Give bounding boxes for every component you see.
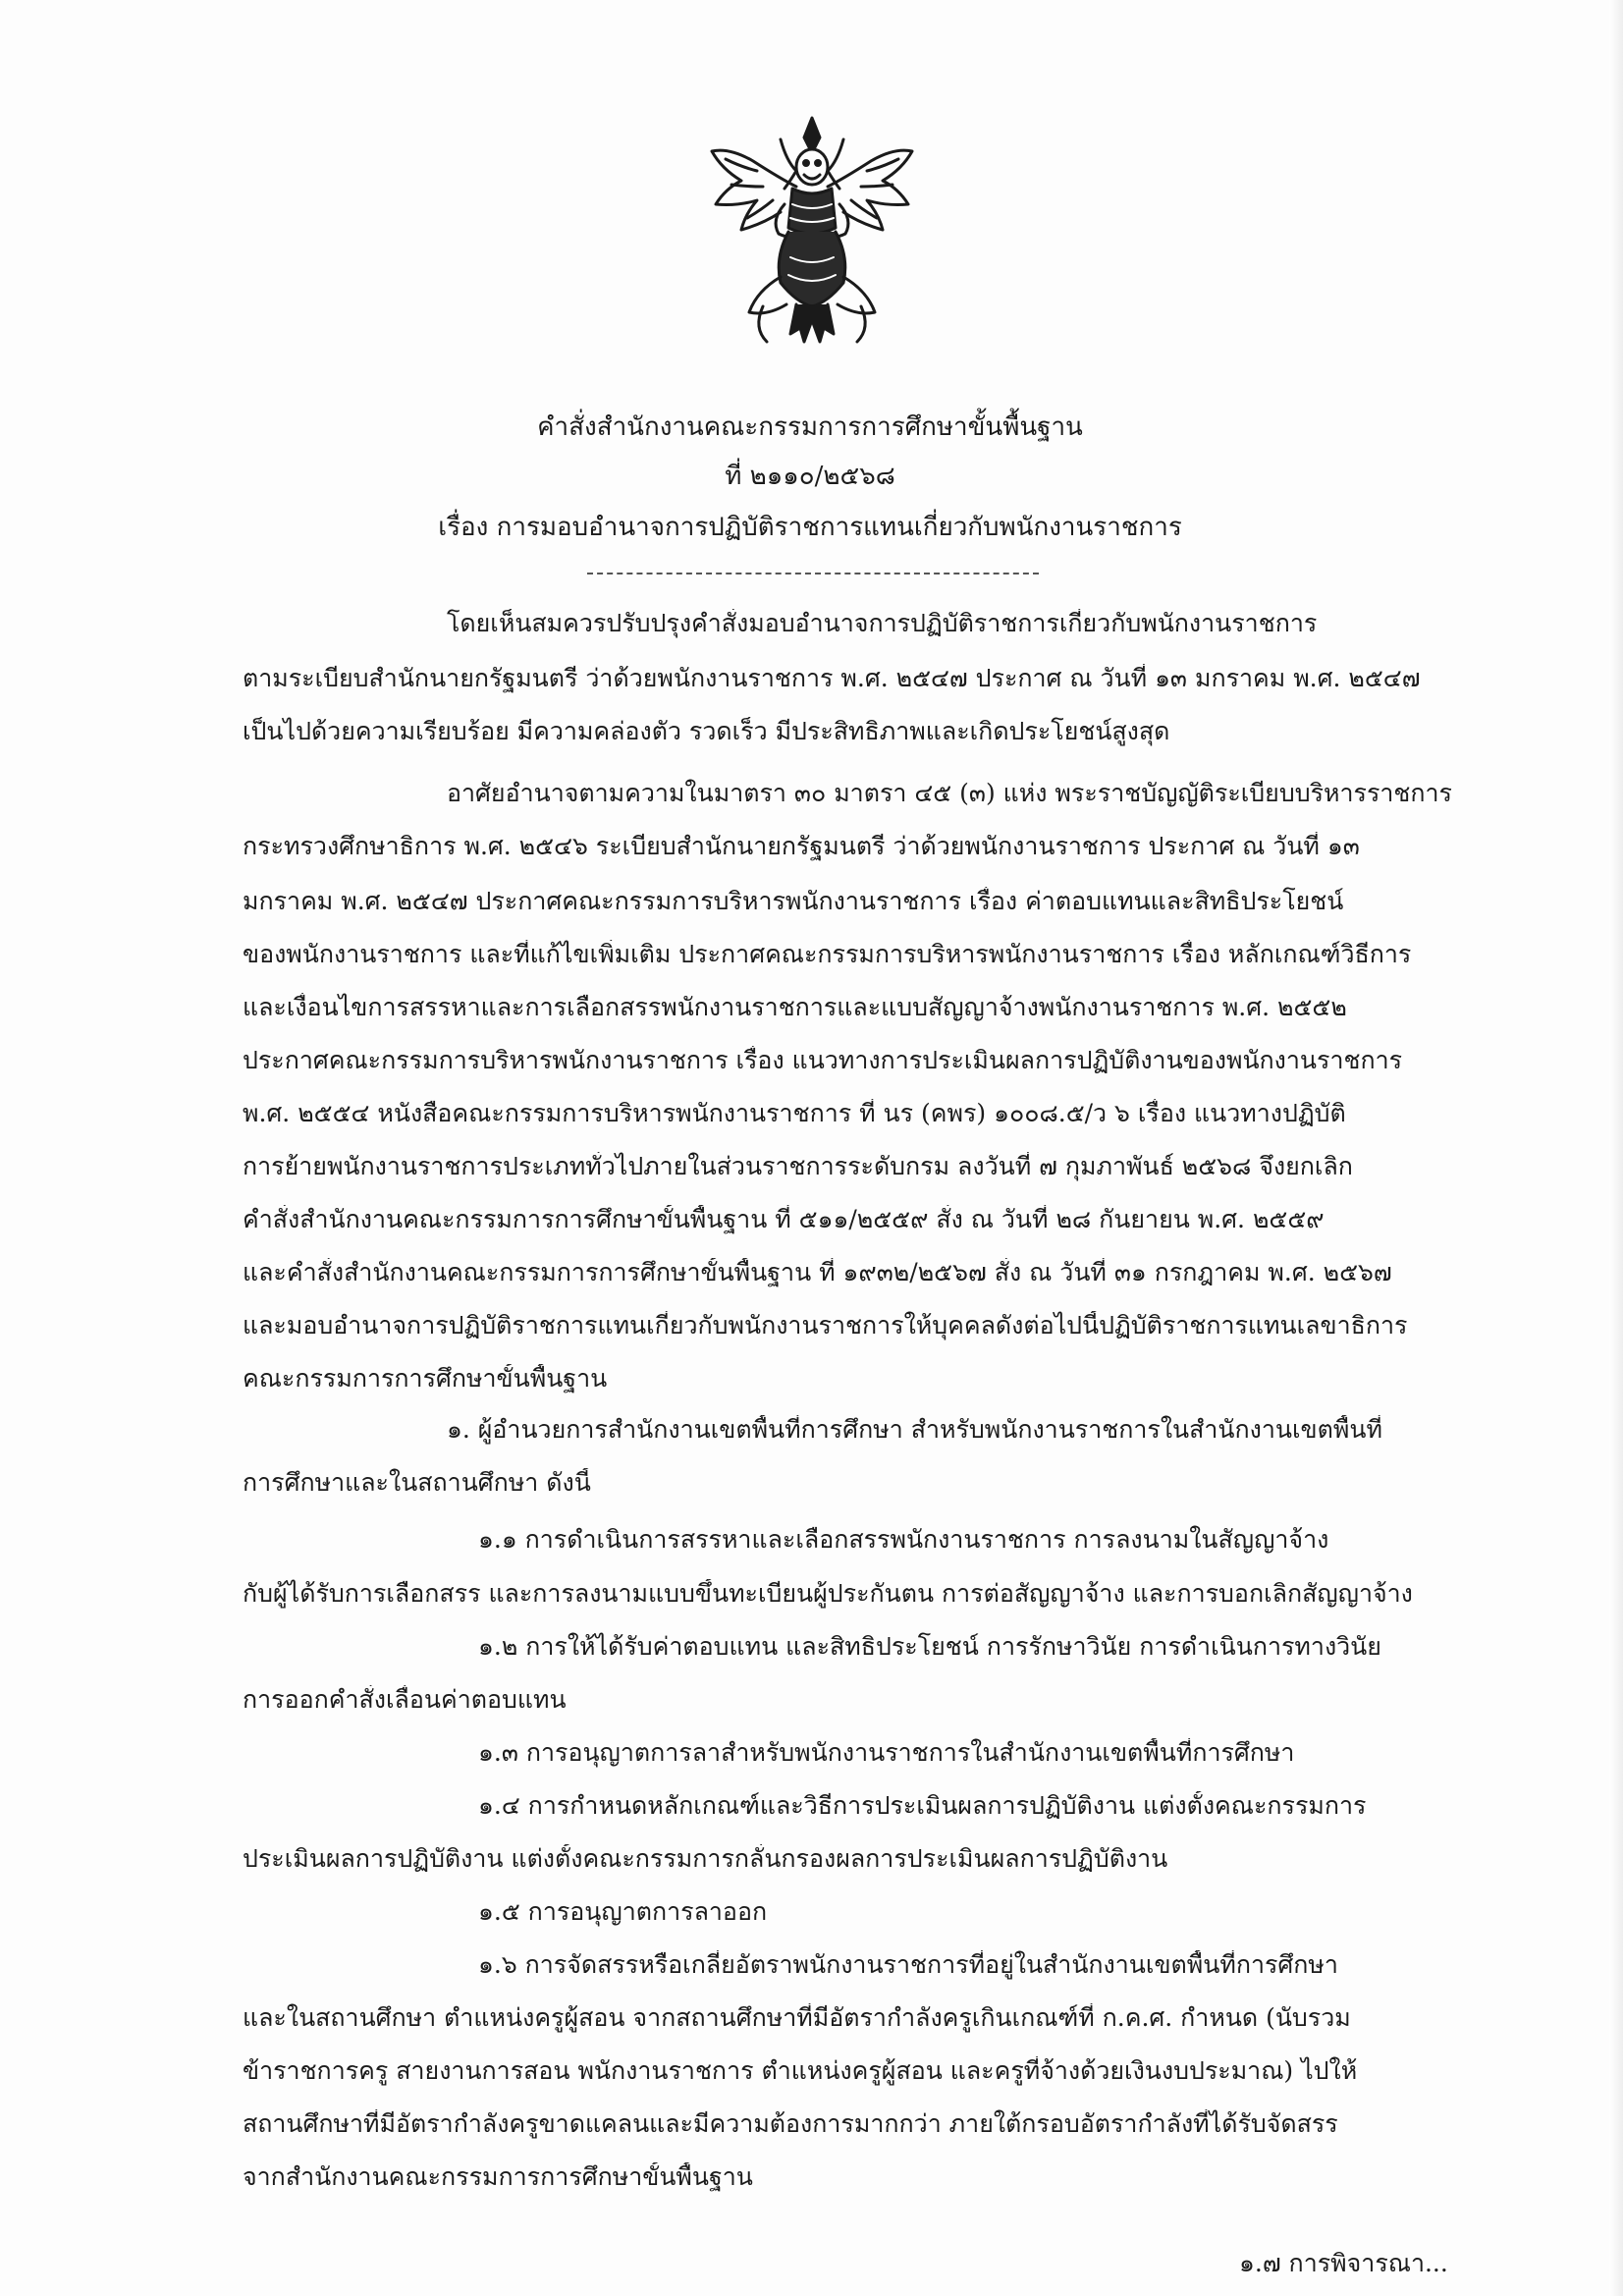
body-line: ๑.๖ การจัดสรรหรือเกลี่ยอัตราพนักงานราชการที่อยู่ในสำนักงานเขตพื้นที่การศึกษา: [478, 1950, 1338, 1979]
body-line: มกราคม พ.ศ. ๒๕๔๗ ประกาศคณะกรรมการบริหารพนักงานราชการ เรื่อง ค่าตอบแทนและสิทธิประโยชน์: [243, 887, 1344, 915]
continuation-marker: ๑.๗ การพิจารณา...: [1239, 2249, 1448, 2277]
body-line: ของพนักงานราชการ และที่แก้ไขเพิ่มเติม ประกาศคณะกรรมการบริหารพนักงานราชการ เรื่อง หลักเกณฑ์วิธีการ: [243, 940, 1412, 968]
body-line: คณะกรรมการการศึกษาขั้นพื้นฐาน: [243, 1364, 608, 1393]
garuda-emblem-icon: [702, 110, 923, 351]
body-line: ๑.๑ การดำเนินการสรรหาและเลือกสรรพนักงานราชการ การลงนามในสัญญาจ้าง: [478, 1525, 1329, 1554]
header-divider: [587, 573, 1039, 574]
body-line: การออกคำสั่งเลื่อนค่าตอบแทน: [243, 1685, 567, 1714]
body-line: และในสถานศึกษา ตำแหน่งครูผู้สอน จากสถานศึกษาที่มีอัตรากำลังครูเกินเกณฑ์ที่ ก.ค.ศ. กำหนด (นับรวม: [243, 2003, 1351, 2032]
body-line: และมอบอำนาจการปฏิบัติราชการแทนเกี่ยวกับพนักงานราชการให้บุคคลดังต่อไปนี้ปฏิบัติราชการแทนเลขาธิการ: [243, 1311, 1408, 1339]
body-line: ๑. ผู้อำนวยการสำนักงานเขตพื้นที่การศึกษา สำหรับพนักงานราชการในสำนักงานเขตพื้นที่: [447, 1415, 1382, 1444]
body-line: กับผู้ได้รับการเลือกสรร และการลงนามแบบขึ้นทะเบียนผู้ประกันตน การต่อสัญญาจ้าง และการบอกเลิกสัญญาจ้าง: [243, 1579, 1413, 1608]
body-line: พ.ศ. ๒๕๕๔ หนังสือคณะกรรมการบริหารพนักงานราชการ ที่ นร (คพร) ๑๐๐๘.๕/ว ๖ เรื่อง แนวทางปฏิบัติ: [243, 1099, 1346, 1127]
body-line: และเงื่อนไขการสรรหาและการเลือกสรรพนักงานราชการและแบบสัญญาจ้างพนักงานราชการ พ.ศ. ๒๕๕๒: [243, 993, 1347, 1021]
body-line: จากสำนักงานคณะกรรมการการศึกษาขั้นพื้นฐาน: [243, 2162, 753, 2191]
body-line: กระทรวงศึกษาธิการ พ.ศ. ๒๕๔๖ ระเบียบสำนักนายกรัฐมนตรี ว่าด้วยพนักงานราชการ ประกาศ ณ วันที่ ๑๓: [243, 832, 1360, 860]
body-line: การย้ายพนักงานราชการประเภททั่วไปภายในส่วนราชการระดับกรม ลงวันที่ ๗ กุมภาพันธ์ ๒๕๖๘ จึงยกเลิก: [243, 1152, 1353, 1180]
body-line: ๑.๓ การอนุญาตการลาสำหรับพนักงานราชการในสำนักงานเขตพื้นที่การศึกษา: [478, 1738, 1295, 1767]
order-number: ที่ ๒๑๑๐/๒๕๖๘: [725, 462, 895, 491]
scan-edge: [1609, 0, 1623, 2296]
body-line: ๑.๕ การอนุญาตการลาออก: [478, 1897, 768, 1926]
body-line: ๑.๒ การให้ได้รับค่าตอบแทน และสิทธิประโยชน์ การรักษาวินัย การดำเนินการทางวินัย: [478, 1632, 1381, 1661]
body-line: คำสั่งสำนักงานคณะกรรมการการศึกษาขั้นพื้นฐาน ที่ ๕๑๑/๒๕๕๙ สั่ง ณ วันที่ ๒๘ กันยายน พ.ศ. ๒๕๕๙: [243, 1205, 1325, 1233]
body-line: ตามระเบียบสำนักนายกรัฐมนตรี ว่าด้วยพนักงานราชการ พ.ศ. ๒๕๔๗ ประกาศ ณ วันที่ ๑๓ มกราคม พ.ศ. ๒๕๔๗: [243, 664, 1421, 692]
body-line: สถานศึกษาที่มีอัตรากำลังครูขาดแคลนและมีความต้องการมากกว่า ภายใต้กรอบอัตรากำลังที่ได้รับจัดสรร: [243, 2109, 1338, 2138]
body-line: อาศัยอำนาจตามความในมาตรา ๓๐ มาตรา ๔๕ (๓) แห่ง พระราชบัญญัติระเบียบบริหารราชการ: [447, 779, 1452, 807]
order-subject: เรื่อง การมอบอำนาจการปฏิบัติราชการแทนเกี่ยวกับพนักงานราชการ: [438, 513, 1182, 542]
body-line: โดยเห็นสมควรปรับปรุงคำสั่งมอบอำนาจการปฏิบัติราชการเกี่ยวกับพนักงานราชการ: [447, 609, 1318, 637]
body-line: การศึกษาและในสถานศึกษา ดังนี้: [243, 1468, 591, 1497]
body-line: ประเมินผลการปฏิบัติงาน แต่งตั้งคณะกรรมการกลั่นกรองผลการประเมินผลการปฏิบัติงาน: [243, 1844, 1168, 1873]
body-line: ประกาศคณะกรรมการบริหารพนักงานราชการ เรื่อง แนวทางการประเมินผลการปฏิบัติงานของพนักงานราชการ: [243, 1046, 1403, 1074]
order-title: คำสั่งสำนักงานคณะกรรมการการศึกษาขั้นพื้นฐาน: [537, 412, 1083, 442]
body-line: ๑.๔ การกำหนดหลักเกณฑ์และวิธีการประเมินผลการปฏิบัติงาน แต่งตั้งคณะกรรมการ: [478, 1791, 1367, 1820]
body-line: ข้าราชการครู สายงานการสอน พนักงานราชการ ตำแหน่งครูผู้สอน และครูที่จ้างด้วยเงินงบประมาณ) ไปให้: [243, 2056, 1358, 2085]
body-line: และคำสั่งสำนักงานคณะกรรมการการศึกษาขั้นพื้นฐาน ที่ ๑๙๓๒/๒๕๖๗ สั่ง ณ วันที่ ๓๑ กรกฎาคม พ.ศ. ๒๕๖๗: [243, 1258, 1392, 1286]
body-line: เป็นไปด้วยความเรียบร้อย มีความคล่องตัว รวดเร็ว มีประสิทธิภาพและเกิดประโยชน์สูงสุด: [243, 717, 1170, 745]
